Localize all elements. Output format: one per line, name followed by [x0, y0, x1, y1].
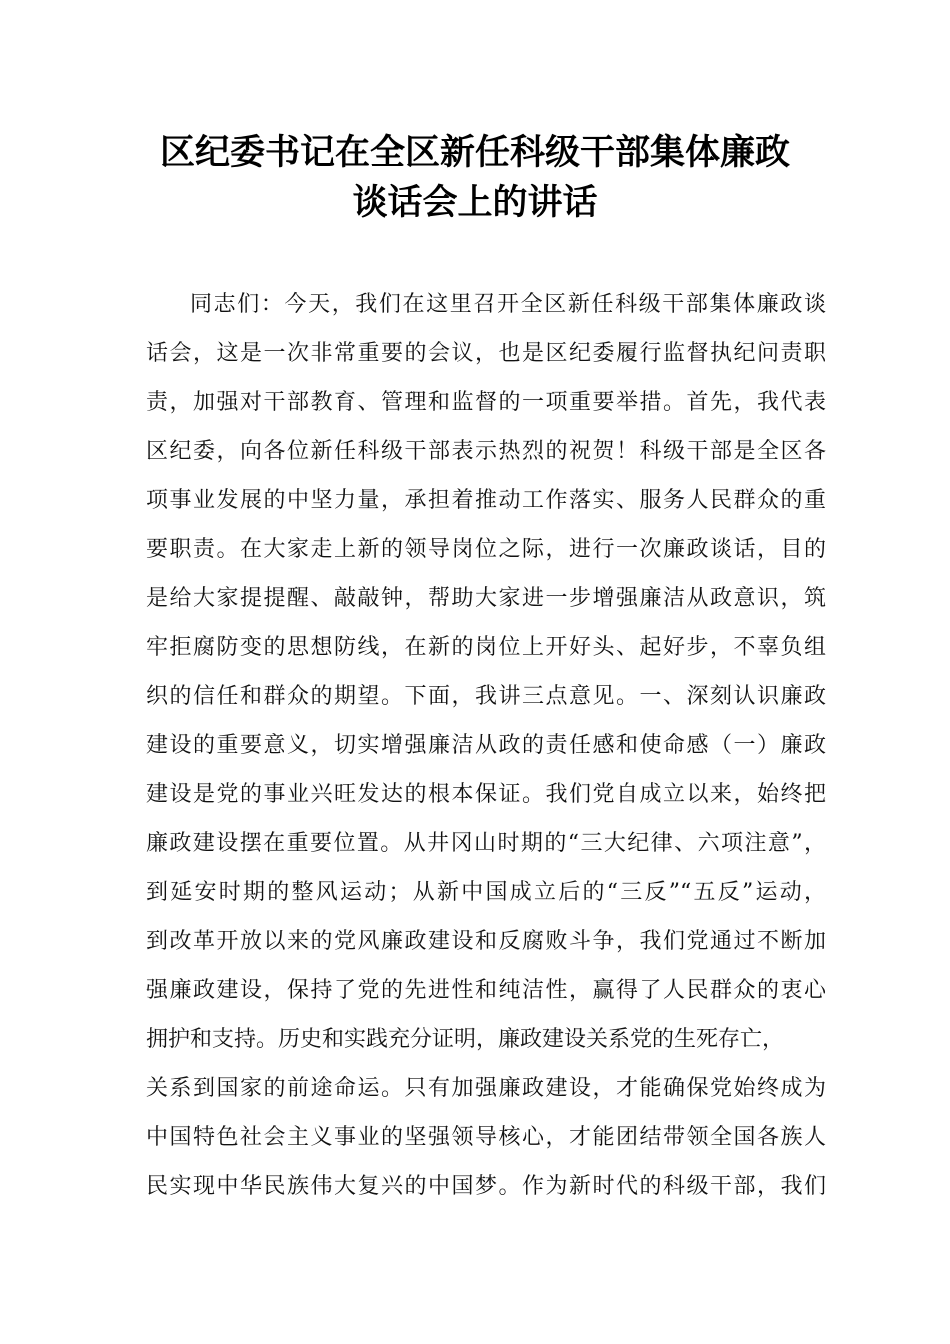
body-line: 中国特色社会主义事业的坚强领导核心，才能团结带领全国各族人 [146, 1125, 826, 1150]
body-line: 牢拒腐防变的思想防线，在新的岗位上开好头、起好步，不辜负组 [146, 635, 826, 660]
body-line: 是给大家提提醒、敲敲钟，帮助大家进一步增强廉洁从政意识，筑 [146, 586, 826, 611]
title-line-2: 谈话会上的讲话 [352, 183, 598, 223]
body-line: 区纪委，向各位新任科级干部表示热烈的祝贺！科级干部是全区各 [146, 439, 826, 464]
body-line: 项事业发展的中坚力量，承担着推动工作落实、服务人民群众的重 [146, 488, 826, 513]
body-line: 建设的重要意义，切实增强廉洁从政的责任感和使命感（一）廉政 [146, 733, 826, 758]
body-line: 织的信任和群众的期望。下面，我讲三点意见。一、深刻认识廉政 [146, 684, 826, 709]
body-line: 关系到国家的前途命运。只有加强廉政建设，才能确保党始终成为 [146, 1076, 826, 1101]
body-line: 拥护和支持。历史和实践充分证明，廉政建设关系党的生死存亡， [146, 1027, 785, 1052]
body-line: 要职责。在大家走上新的领导岗位之际，进行一次廉政谈话，目的 [146, 537, 826, 562]
body-line: 民实现中华民族伟大复兴的中国梦。作为新时代的科级干部，我们 [146, 1174, 826, 1199]
body-line: 廉政建设摆在重要位置。从井冈山时期的“三大纪律、六项注意”， [146, 831, 826, 856]
body-line: 建设是党的事业兴旺发达的根本保证。我们党自成立以来，始终把 [146, 782, 826, 807]
body-line: 到延安时期的整风运动；从新中国成立后的“三反”“五反”运动， [146, 880, 826, 905]
body-line: 同志们：今天，我们在这里召开全区新任科级干部集体廉政谈 [190, 292, 826, 317]
body-line: 强廉政建设，保持了党的先进性和纯洁性，赢得了人民群众的衷心 [146, 978, 826, 1003]
speech-body [146, 280, 826, 1211]
document-title [100, 128, 850, 228]
title-line-1: 区纪委书记在全区新任科级干部集体廉政 [159, 133, 790, 173]
body-line: 到改革开放以来的党风廉政建设和反腐败斗争，我们党通过不断加 [146, 929, 826, 954]
body-line: 责，加强对干部教育、管理和监督的一项重要举措。首先，我代表 [146, 390, 826, 415]
body-line: 话会，这是一次非常重要的会议，也是区纪委履行监督执纪问责职 [146, 341, 826, 366]
